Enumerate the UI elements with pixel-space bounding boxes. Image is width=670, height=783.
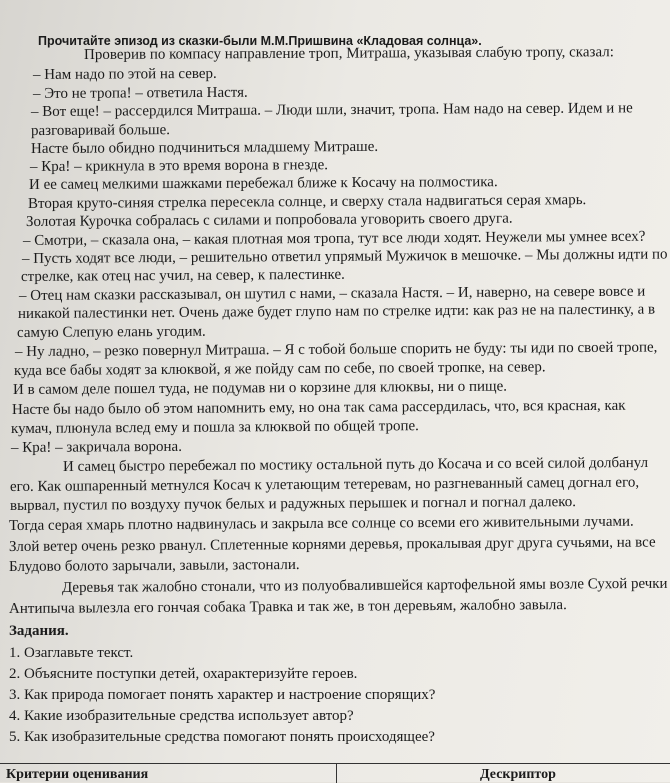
text-line: И в самом деле пошел туда, не подумав ни о корзине для клюквы, ни о пище. bbox=[12, 378, 508, 398]
task-item: 2. Объясните поступки детей, охарактеризуйте героев. bbox=[9, 666, 358, 682]
descriptor-header: Дескриптор bbox=[480, 767, 556, 782]
task-item: 5. Как изобразительные средства помогают понять происходящее? bbox=[9, 729, 435, 745]
text-line: стрелке, как отец нас учил, на север, к палестинке. bbox=[20, 266, 345, 285]
text-line: – Отец нам сказки рассказывал, он шутил с нами, – сказала Настя. – И, наверно, на севере вовсе и bbox=[18, 283, 646, 304]
text-line: Вторая круто-синяя стрелка пересекла солнце, и сверху стала надвигаться серая хмарь. bbox=[27, 192, 587, 212]
text-line: его. Как ошпаренный метнулся Косач к улетающим тетеревам, но разгневанный самец догнал его, bbox=[9, 474, 640, 495]
table-header-cell bbox=[0, 764, 337, 783]
text-line: Антипыча вылезла его гончая собака Травка и так же, в тон деревьям, жалобно завыла. bbox=[8, 597, 567, 617]
text-line: – Вот еще! – рассердился Митраша. – Люди шли, значит, тропа. Нам надо на север. Идем и не bbox=[30, 100, 633, 120]
text-line: – Пусть ходят все люди, – решительно ответил упрямый Мужичок в мешочке. – Мы должны идти по bbox=[21, 246, 668, 267]
page-heading: Прочитайте эпизод из сказки-были М.М.Пришвина «Кладовая солнца». bbox=[38, 34, 482, 48]
text-line: – Кра! – крикнула в это время ворона в гнезде. bbox=[29, 157, 329, 175]
text-line: И самец быстро перебежал по мостику остальной путь до Косача и со всей силой долбанул bbox=[62, 454, 649, 475]
table-header-cell bbox=[338, 764, 670, 783]
text-line: Золотая Курочка собралась с силами и попробовала уговорить своего друга. bbox=[25, 210, 513, 230]
assessment-table bbox=[0, 763, 670, 783]
task-item: 1. Озаглавьте текст. bbox=[9, 645, 134, 661]
text-line: самую Слепую елань угодим. bbox=[16, 323, 206, 341]
text-line: – Это не тропа! – ответила Настя. bbox=[32, 84, 248, 102]
text-line: И ее самец мелкими шажками перебежал ближе к Косачу на полмостика. bbox=[28, 174, 498, 193]
text-line: Тогда серая хмарь плотно надвинулась и закрыла все солнце со всеми его живительными лучами. bbox=[8, 513, 634, 534]
text-line: Насте бы надо было об этом напомнить ему, но она так сама рассердилась, что, вся красная, как bbox=[11, 397, 626, 418]
criteria-header: Критерии оценивания bbox=[6, 767, 149, 782]
text-line: Насте было обидно подчиниться младшему Митраше. bbox=[30, 138, 379, 157]
text-line: Злой ветер очень резко рванул. Сплетенные корнями деревья, прокалывая друг друга сучьями, на все bbox=[8, 534, 656, 555]
task-item: 4. Какие изобразительные средства использует автор? bbox=[9, 708, 354, 724]
tasks-title: Задания. bbox=[9, 623, 69, 639]
text-line: Блудово болото зарычали, завыли, застонали. bbox=[8, 556, 300, 575]
text-line: – Кра! – закричала ворона. bbox=[10, 438, 183, 456]
text-line: куда все бабы ходят за клюквой, я же пойду сам по себе, по своей тропке, на север. bbox=[13, 359, 546, 379]
text-line: – Ну ладно, – резко повернул Митраша. – Я с тобой больше спорить не буду: ты иди по своей тропе, bbox=[14, 339, 658, 360]
text-line: Проверив по компасу направление троп, Митраша, указывая слабую тропу, сказал: bbox=[83, 44, 614, 63]
text-line: разговаривай больше. bbox=[30, 122, 171, 139]
text-line: никакой палестинки нет. Очень даже будет глупо нам по стрелке идти: как раз не на палестинку, а в bbox=[17, 301, 656, 322]
text-line: вырвал, пустил по воздуху пучок белых и радужных перышек и погнал и погнал далеко. bbox=[9, 494, 577, 514]
task-item: 3. Как природа помогает понять характер и настроение спорящих? bbox=[9, 687, 436, 703]
text-line: – Нам надо по этой на север. bbox=[32, 65, 217, 83]
text-line: кумач, плюнула вслед ему и пошла за клюквой по общей тропе. bbox=[10, 418, 419, 437]
text-line: – Смотри, – сказала она, – какая плотная моя тропа, тут все люди ходят. Неужели мы умнее всех? bbox=[22, 228, 646, 249]
text-line: Деревья так жалобно стонали, что из полуобвалившейся картофельной ямы возле Сухой речки bbox=[61, 575, 668, 596]
